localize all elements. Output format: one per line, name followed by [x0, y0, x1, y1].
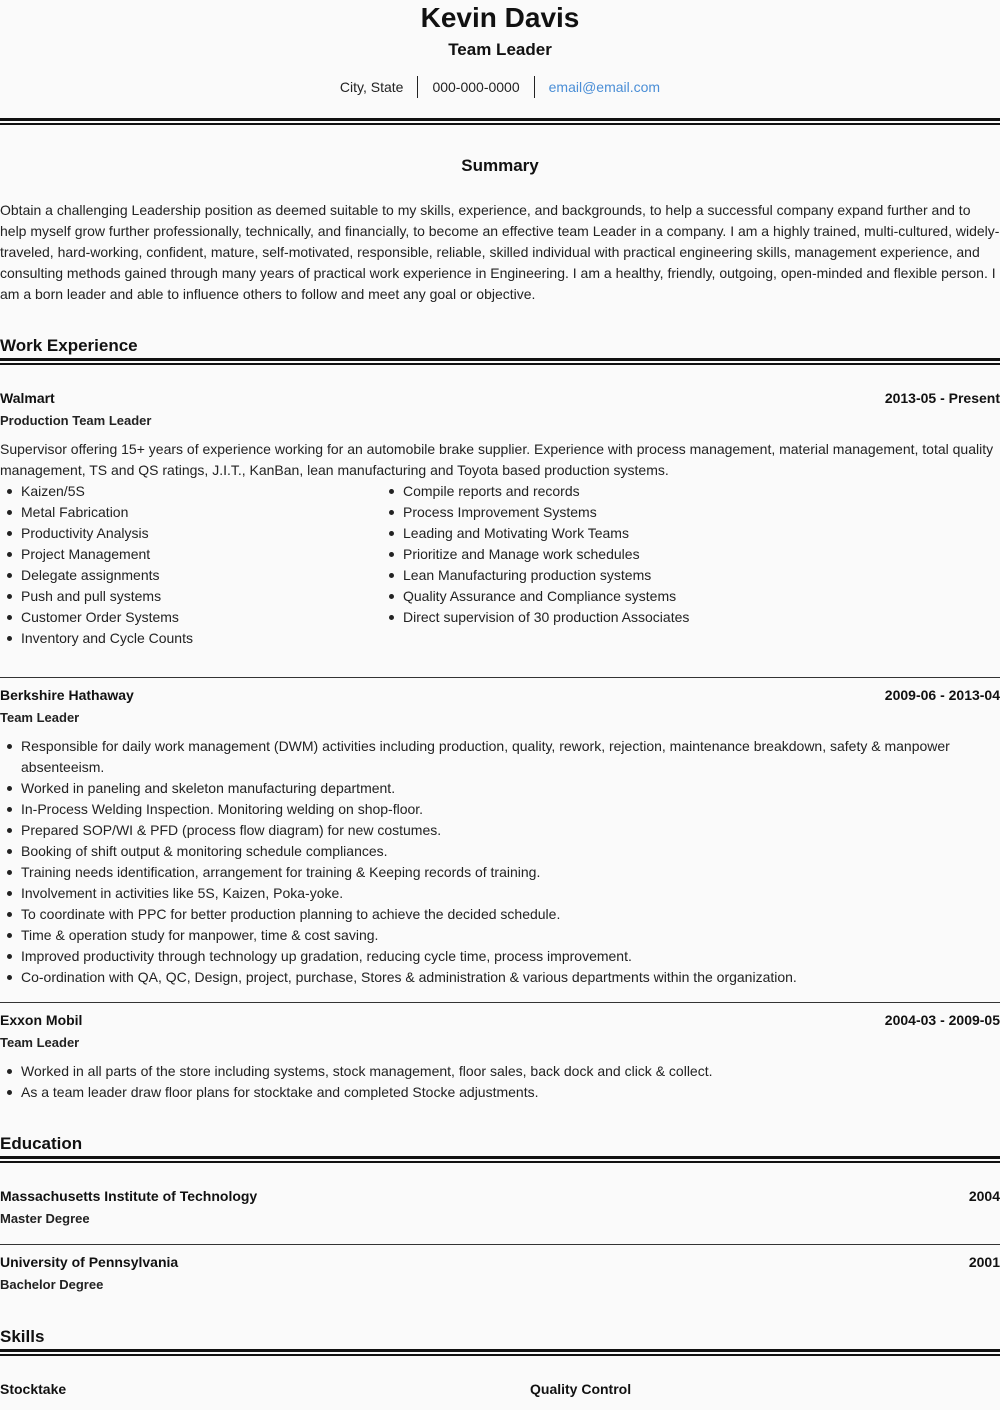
degree-name: Master Degree [0, 1211, 90, 1226]
degree-name: Bachelor Degree [0, 1277, 104, 1292]
section-divider [0, 358, 1000, 365]
list-item: Quality Assurance and Compliance systems [382, 586, 982, 607]
job-bullets-left [0, 481, 380, 649]
section-divider [0, 1156, 1000, 1163]
list-item: Time & operation study for manpower, time & cost saving. [0, 925, 1000, 946]
job-bullets [0, 736, 1000, 988]
list-item: Worked in paneling and skeleton manufacturing department. [0, 778, 1000, 799]
skill-item: Quality Control [530, 1381, 632, 1397]
job-title: Production Team Leader [0, 413, 152, 428]
list-item: Prepared SOP/WI & PFD (process flow diagram) for new costumes. [0, 820, 1000, 841]
list-item: Process Improvement Systems [382, 502, 982, 523]
job-company: Walmart [0, 390, 55, 406]
education-heading: Education [0, 1134, 83, 1153]
list-item: Kaizen/5S [0, 481, 380, 502]
header-divider [0, 118, 1000, 125]
school-name: Massachusetts Institute of Technology [0, 1188, 258, 1204]
entry-divider [0, 1002, 1000, 1003]
work-experience-heading: Work Experience [0, 336, 138, 355]
contact-info [0, 76, 1000, 98]
list-item: Training needs identification, arrangement for training & Keeping records of training. [0, 862, 1000, 883]
list-item: Delegate assignments [0, 565, 380, 586]
list-item: Leading and Motivating Work Teams [382, 523, 982, 544]
list-item: Prioritize and Manage work schedules [382, 544, 982, 565]
graduation-year: 2001 [968, 1254, 1000, 1270]
list-item: Productivity Analysis [0, 523, 380, 544]
list-item: Involvement in activities like 5S, Kaizen, Poka-yoke. [0, 883, 1000, 904]
phone-text: 000-000-0000 [432, 79, 520, 95]
list-item: Direct supervision of 30 production Associates [382, 607, 982, 628]
graduation-year: 2004 [968, 1188, 1000, 1204]
list-item: Co-ordination with QA, QC, Design, project, purchase, Stores & administration & various departments within the organization. [0, 967, 1000, 988]
entry-divider [0, 677, 1000, 678]
list-item: Lean Manufacturing production systems [382, 565, 982, 586]
skill-item: Stocktake [0, 1381, 67, 1397]
email-link[interactable]: email@email.com [548, 79, 661, 95]
list-item: Compile reports and records [382, 481, 982, 502]
job-company: Berkshire Hathaway [0, 687, 134, 703]
candidate-name: Kevin Davis [420, 2, 580, 33]
list-item: Metal Fabrication [0, 502, 380, 523]
job-bullets-right [382, 481, 982, 628]
skills-heading: Skills [0, 1327, 45, 1346]
candidate-role: Team Leader [448, 40, 552, 59]
list-item: Booking of shift output & monitoring schedule compliances. [0, 841, 1000, 862]
list-item: Push and pull systems [0, 586, 380, 607]
school-name: University of Pennsylvania [0, 1254, 179, 1270]
job-bullets [0, 1061, 1000, 1103]
list-item: Inventory and Cycle Counts [0, 628, 380, 649]
list-item: To coordinate with PPC for better production planning to achieve the decided schedule. [0, 904, 1000, 925]
summary-heading: Summary [461, 156, 539, 175]
job-title: Team Leader [0, 1035, 80, 1050]
summary-text: Obtain a challenging Leadership position as deemed suitable to my skills, experience, and backgrounds, to help a successful company expand further and to help myself grow further professionally, technically, and financially, to become an effective team Leader in a company. I am a highly trained, multi-cultured, widely-traveled, hard-working, confident, mature, self-motivated, responsible, reliable, skilled individual with practical engineering skills, management experience, and consulting methods gained through many years of practical work experience in Engineering. I am a healthy, friendly, outgoing, open-minded and flexible person. I am a born leader and able to influence others to follow and meet any goal or objective. [0, 202, 1000, 302]
entry-divider [0, 1244, 1000, 1245]
location-text: City, State [339, 79, 404, 95]
list-item: Improved productivity through technology up gradation, reducing cycle time, process improvement. [0, 946, 1000, 967]
list-item: As a team leader draw floor plans for stocktake and completed Stocke adjustments. [0, 1082, 1000, 1103]
job-dates: 2009-06 - 2013-04 [884, 687, 1000, 703]
list-item: Project Management [0, 544, 380, 565]
list-item: Worked in all parts of the store including systems, stock management, floor sales, back dock and click & collect. [0, 1061, 1000, 1082]
list-item: Customer Order Systems [0, 607, 380, 628]
section-divider [0, 1349, 1000, 1356]
job-dates: 2013-05 - Present [884, 390, 1000, 406]
job-title: Team Leader [0, 710, 80, 725]
list-item: Responsible for daily work management (DWM) activities including production, quality, rework, rejection, maintenance breakdown, safety & manpower absenteeism. [0, 736, 1000, 778]
list-item: In-Process Welding Inspection. Monitoring welding on shop-floor. [0, 799, 1000, 820]
job-company: Exxon Mobil [0, 1012, 83, 1028]
job-description: Supervisor offering 15+ years of experience working for an automobile brake supplier. Experience with process management, material management, total quality management, TS and QS ratings, J.I.T., KanBan, lean manufacturing and Toyota based production systems. [0, 441, 994, 478]
job-dates: 2004-03 - 2009-05 [884, 1012, 1000, 1028]
